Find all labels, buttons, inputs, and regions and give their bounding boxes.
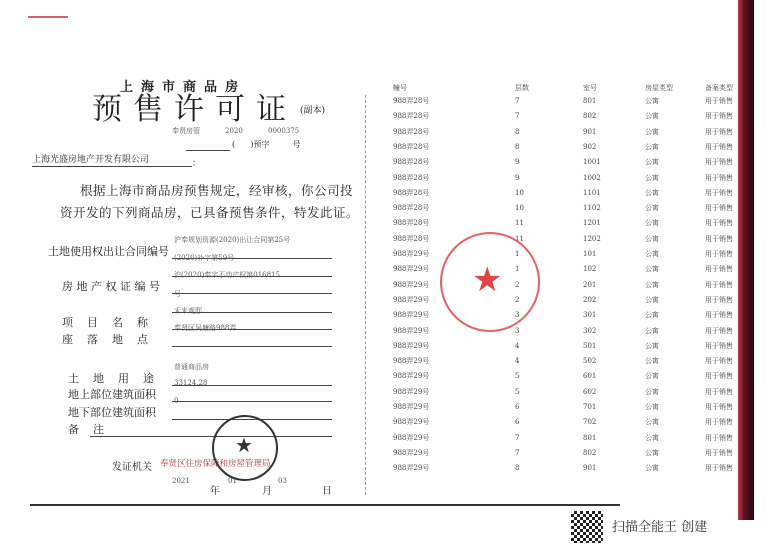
cell: 公寓	[645, 448, 659, 457]
day-label: 日	[322, 486, 332, 497]
table-row	[393, 97, 753, 112]
scanner-watermark: 扫描全能王 创建	[612, 520, 708, 535]
cell: 用于销售	[705, 295, 733, 304]
field-value: 沪奉规划资源(2020)出让合同第25号	[174, 236, 291, 244]
year-label: 年	[210, 486, 220, 497]
field-underline	[172, 346, 332, 347]
table-row	[393, 112, 753, 127]
cell: 1102	[583, 204, 601, 213]
cell: 用于销售	[705, 418, 733, 427]
table-row	[393, 204, 753, 219]
cell: 1001	[583, 158, 601, 167]
cell: 102	[583, 265, 597, 274]
cell: 用于销售	[705, 234, 733, 243]
cell: 988弄29号	[393, 250, 430, 258]
cell: 用于销售	[705, 204, 733, 213]
cert-prefix: 奉贤房管	[172, 127, 200, 135]
cell: 公寓	[645, 204, 659, 213]
page-fold	[365, 95, 367, 495]
cell: 用于销售	[705, 372, 733, 381]
cell: 公寓	[645, 403, 659, 411]
cell: 10	[515, 188, 524, 197]
cell: 用于销售	[705, 112, 733, 121]
colon: ：	[192, 159, 202, 169]
field-label: 备 注	[68, 423, 104, 436]
cell: 幢号	[393, 84, 407, 92]
cell: 公寓	[645, 97, 659, 105]
cell: 801	[583, 97, 597, 105]
field-underline	[172, 293, 332, 294]
cell: 用于销售	[705, 464, 733, 473]
field-value: (2020)补字第59号	[174, 254, 235, 262]
cell: 用于销售	[705, 158, 733, 167]
cell: 988弄29号	[393, 372, 430, 381]
cell: 用于销售	[705, 357, 733, 366]
table-row	[393, 219, 753, 234]
date-month: 01	[228, 477, 237, 485]
cell: 988弄29号	[393, 448, 430, 457]
date-day: 03	[278, 477, 287, 485]
cell: 11	[515, 219, 524, 228]
cell: 988弄29号	[393, 280, 430, 289]
cell: 202	[583, 295, 597, 304]
cell: 用于销售	[705, 448, 733, 457]
cell: 988弄29号	[393, 357, 430, 366]
cell: 1002	[583, 173, 601, 182]
cell: 988弄28号	[393, 97, 430, 105]
cell: 988弄28号	[393, 127, 430, 136]
cell: 6	[515, 418, 520, 427]
cell: 备案类型	[705, 84, 733, 92]
table-row	[393, 449, 753, 464]
title-top: 上海市商品房	[120, 80, 247, 95]
cell: 601	[583, 372, 597, 381]
cell: 2	[515, 295, 520, 304]
field-label: 地上部位建筑面积	[68, 388, 156, 401]
cell: 3	[515, 326, 520, 335]
paragraph-line-1: 根据上海市商品房预售规定，经审核，你公司投	[80, 183, 354, 198]
table-row	[393, 235, 753, 250]
cell: 公寓	[645, 326, 659, 335]
cell: 988弄28号	[393, 234, 430, 243]
field-underline	[172, 401, 332, 402]
field-value: 禾米观邸	[174, 307, 202, 315]
cell: 4	[515, 341, 520, 350]
cell: 公寓	[645, 219, 659, 228]
cell: 988弄29号	[393, 265, 430, 274]
cell: 988弄28号	[393, 204, 430, 213]
cell: 1	[515, 265, 520, 274]
cell: 用于销售	[705, 403, 733, 411]
cell: 公寓	[645, 188, 659, 197]
cell: 层数	[515, 84, 529, 92]
cell: 988弄29号	[393, 387, 430, 396]
cell: 房屋类型	[645, 84, 673, 92]
cell: 988弄29号	[393, 295, 430, 304]
paragraph-line-2: 资开发的下列商品房，已具备预售条件，特发此证。	[60, 205, 360, 220]
cell: 988弄28号	[393, 142, 430, 151]
cell: 8	[515, 127, 520, 136]
cell: 用于销售	[705, 387, 733, 396]
cell: 公寓	[645, 142, 659, 151]
cell: 988弄28号	[393, 188, 430, 197]
table-row	[393, 388, 753, 403]
cell: 901	[583, 127, 597, 136]
cell: 7	[515, 433, 520, 442]
cell: 602	[583, 387, 597, 396]
cell: 公寓	[645, 295, 659, 304]
cell: 公寓	[645, 265, 659, 274]
table-row	[393, 174, 753, 189]
cell: 988弄29号	[393, 311, 430, 320]
cell: 301	[583, 311, 597, 320]
field-label: 土 地 用 途	[68, 372, 154, 385]
cell: 988弄29号	[393, 326, 430, 335]
cell: 7	[515, 97, 520, 105]
page-title: 预售许可证	[92, 92, 297, 127]
cell: 702	[583, 418, 597, 427]
cell: 988弄29号	[393, 433, 430, 442]
table-row	[393, 327, 753, 342]
table-row	[393, 311, 753, 326]
cell: 3	[515, 311, 520, 320]
field-label: 座 落 地 点	[62, 333, 148, 346]
cell: 2	[515, 280, 520, 289]
cell: 988弄28号	[393, 173, 430, 182]
cell: 8	[515, 142, 520, 151]
cell: 988弄28号	[393, 219, 430, 228]
cell: 用于销售	[705, 433, 733, 442]
cert-line: ( )预字 号	[232, 140, 301, 149]
cell: 公寓	[645, 387, 659, 396]
cell: 5	[515, 387, 520, 396]
month-label: 月	[262, 486, 272, 497]
cell: 201	[583, 280, 597, 289]
cell: 公寓	[645, 464, 659, 473]
cell: 用于销售	[705, 311, 733, 320]
cell: 公寓	[645, 311, 659, 320]
cell: 902	[583, 142, 597, 151]
cell: 公寓	[645, 372, 659, 381]
cell: 公寓	[645, 357, 659, 366]
cert-num: 0000375	[268, 127, 300, 135]
issuer-label: 发证机关	[112, 462, 152, 473]
field-value: 沪(2020)奉字不动产权第016815	[174, 271, 280, 279]
field-value: 33124.28	[174, 379, 208, 387]
cell: 4	[515, 357, 520, 366]
cell: 10	[515, 204, 524, 213]
field-value: 号	[174, 290, 181, 298]
cell: 988弄28号	[393, 158, 430, 167]
cell: 公寓	[645, 280, 659, 289]
cell: 988弄28号	[393, 112, 430, 121]
cell: 公寓	[645, 234, 659, 243]
table-row	[393, 143, 753, 158]
cell: 801	[583, 433, 597, 442]
table-row	[393, 357, 753, 372]
cell: 用于销售	[705, 173, 733, 182]
cell: 公寓	[645, 127, 659, 136]
cell: 公寓	[645, 112, 659, 121]
table-row	[393, 372, 753, 387]
cell: 6	[515, 403, 520, 411]
cell: 501	[583, 341, 597, 350]
field-value: 奉贤区吴塘路988弄	[174, 324, 237, 332]
date-year: 2021	[172, 477, 190, 485]
table-row	[393, 158, 753, 173]
cell: 用于销售	[705, 97, 733, 105]
table-row	[393, 434, 753, 449]
field-underline	[90, 436, 332, 437]
cell: 101	[583, 250, 597, 258]
cell: 1202	[583, 234, 601, 243]
qr-code-icon	[571, 511, 603, 543]
cell: 5	[515, 372, 520, 381]
cell: 302	[583, 326, 597, 335]
cell: 用于销售	[705, 265, 733, 274]
cell: 901	[583, 464, 597, 473]
cell: 用于销售	[705, 127, 733, 136]
cell: 1201	[583, 219, 601, 228]
cell: 802	[583, 112, 597, 121]
field-label: 房 地 产 权 证 编 号	[62, 280, 160, 293]
cell: 室号	[583, 84, 597, 92]
issuer-name: 奉贤区住房保障和房屋管理局	[160, 459, 271, 469]
cell: 公寓	[645, 173, 659, 182]
cell: 7	[515, 448, 520, 457]
cell: 988弄29号	[393, 403, 430, 411]
cell: 988弄29号	[393, 418, 430, 427]
cell: 9	[515, 158, 520, 167]
table-row	[393, 403, 753, 418]
cell: 用于销售	[705, 250, 733, 258]
cell: 701	[583, 403, 597, 411]
cell: 用于销售	[705, 188, 733, 197]
cell: 用于销售	[705, 280, 733, 289]
cell: 用于销售	[705, 219, 733, 228]
cell: 8	[515, 464, 520, 473]
government-seal: ★	[212, 415, 278, 481]
cell: 988弄29号	[393, 464, 430, 473]
cell: 1101	[583, 188, 601, 197]
field-value: 普通商品房	[174, 363, 209, 371]
cell: 1	[515, 250, 520, 258]
cell: 988弄29号	[393, 341, 430, 350]
cell: 7	[515, 112, 520, 121]
cell: 公寓	[645, 158, 659, 167]
scan-mark	[28, 16, 68, 18]
copy-type: (副本)	[300, 106, 326, 116]
cert-year: 2020	[225, 127, 243, 135]
cell: 公寓	[645, 250, 659, 258]
company-seal: ★	[440, 232, 540, 332]
table-row	[393, 418, 753, 433]
table-row	[393, 464, 753, 479]
cell: 用于销售	[705, 341, 733, 350]
cell: 公寓	[645, 341, 659, 350]
cell: 用于销售	[705, 142, 733, 151]
field-value: 0	[174, 397, 179, 405]
field-label: 土地使用权出让合同编号	[48, 245, 169, 258]
table-row	[393, 128, 753, 143]
cell: 802	[583, 448, 597, 457]
field-label: 项 目 名 称	[62, 316, 148, 329]
company-name: 上海光盛房地产开发有限公司	[32, 155, 150, 165]
cell: 公寓	[645, 433, 659, 442]
cell: 11	[515, 234, 524, 243]
table-row	[393, 189, 753, 204]
field-label: 地下部位建筑面积	[68, 406, 156, 419]
table-row	[393, 342, 753, 357]
cell: 公寓	[645, 418, 659, 427]
cell: 9	[515, 173, 520, 182]
bottom-edge	[30, 504, 620, 506]
cell: 用于销售	[705, 326, 733, 335]
cell: 502	[583, 357, 597, 366]
